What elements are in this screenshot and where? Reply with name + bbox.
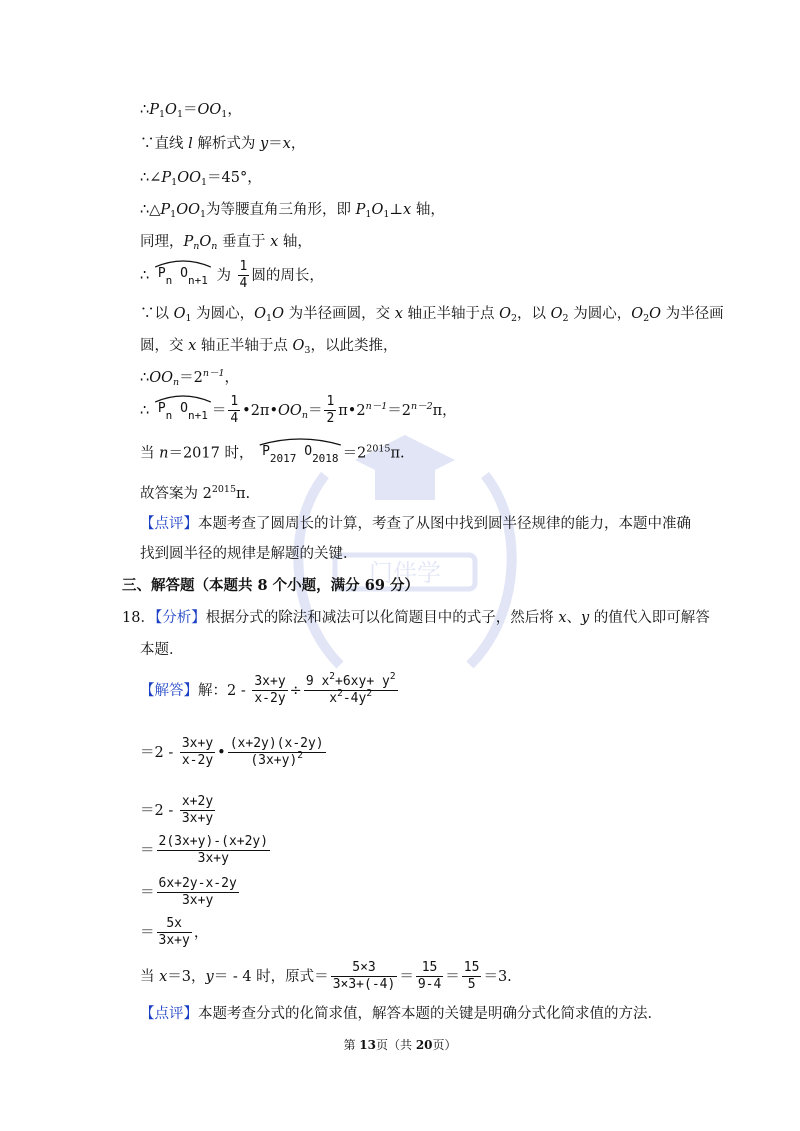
text-line: ∵直线 l 解析式为 y＝x，	[140, 136, 306, 152]
fraction: $\frac{(x+2y)(x-2y)}{(3x+y)^2}$	[229, 736, 324, 769]
tag-dianping: 【点评】	[140, 1006, 198, 1022]
math-line: ＝2 - $\frac{x+2y}{3x+y}$	[140, 794, 214, 827]
math-line: ＝2 - $\frac{3x+y}{x-2y}$ • $\frac{(x+2y)(x-2y)}{(3x+y)^2}$	[140, 736, 324, 769]
text-line: ∴ $P_n$ $O_{n+1}$ ＝ $\frac{1}{4}$ $•2\pi•OO_n=$ $\frac{1}{2}$ $\pi•2^{n-1}=2^{n-2}\pi$，	[140, 394, 457, 427]
tag-fenxi: 【分析】	[154, 610, 206, 626]
text-line: 本题．	[140, 642, 184, 658]
fraction: $\frac{15}{5}$	[463, 960, 480, 993]
current-page-number: 13	[359, 1038, 376, 1052]
fraction: $\frac{3x+y}{x-2y}$	[181, 736, 214, 769]
arc-symbol: $P_n$ $O_{n+1}$	[154, 395, 212, 426]
fraction: $\frac{x+2y}{3x+y}$	[181, 794, 214, 827]
math-line: 当 x＝3，y＝ - 4 时，原式＝ $\frac{5\times 3}{3\times 3+(-4)}$ ＝ $\frac{15}{9-4}$ ＝ $\frac{15}{5}$ ＝3.	[140, 960, 512, 993]
fraction: $\frac{1}{4}$	[239, 259, 248, 292]
fraction: $\frac{1}{4}$	[230, 394, 239, 427]
arc-symbol: $P_n$ $O_{n+1}$	[154, 260, 212, 291]
arc-symbol: $P_{2017}$ $O_{2018}$	[258, 438, 342, 469]
text-line: ∵以 $O_1$ 为圆心，$O_1O$ 为半径画圆，交 x 轴正半轴于点 $O_2$，以 $O_2$ 为圆心，$O_2O$ 为半径画	[140, 306, 724, 324]
fraction: $\frac{2(3x+y)-(x+2y)}{3x+y}$	[158, 834, 269, 867]
total-page-number: 20	[415, 1038, 433, 1052]
text-line: 18．【分析】根据分式的除法和减法可以化简题目中的式子，然后将 x、y 的值代入即可解答	[122, 610, 710, 626]
text-line: 圆，交 x 轴正半轴于点 $O_3$，以此类推，	[140, 338, 398, 356]
text-line: 同理，$P_nO_n$ 垂直于 x 轴，	[140, 234, 312, 252]
text-line: $\therefore\triangle P_1OO_1$为等腰直角三角形，即 $P_1O_1\perp x$ 轴，	[140, 202, 445, 220]
section-heading: 三、解答题（本题共 8 个小题，满分 69 分）	[122, 577, 419, 594]
text-line: 当 n＝2017 时， $P_{2017}$ $O_{2018} =2^{2015}\pi$.	[140, 438, 405, 468]
text-line: 找到圆半径的规律是解题的关键．	[140, 546, 358, 562]
watermark-text: 门伴学	[369, 559, 441, 587]
math-line: ＝ $\frac{2(3x+y)-(x+2y)}{3x+y}$	[140, 834, 269, 867]
math-line: ＝ $\frac{5x}{3x+y}$ ，	[140, 916, 209, 949]
comment-line: 【点评】本题考查了圆周长的计算，考查了从图中找到圆半径规律的能力，本题中准确	[140, 516, 691, 532]
text-line: $\therefore OO_n=2^{n-1}$，	[140, 368, 240, 388]
tag-jieda: 【解答】	[140, 682, 198, 699]
text-line: ∴ $P_n$ $O_{n+1}$ 为 $\frac{1}{4}$ 圆的周长，	[140, 259, 324, 292]
page-footer: 第 13页（共 20页）	[343, 1038, 457, 1052]
text-line: 故答案为 $2^{2015}\pi$.	[140, 484, 251, 502]
fraction: $\frac{5\times 3}{3\times 3+(-4)}$	[332, 960, 396, 993]
fraction: $\frac{15}{9-4}$	[417, 960, 442, 993]
fraction: $\frac{1}{2}$	[326, 394, 335, 427]
text-line: $\therefore\angle P_1OO_1=45^\circ$，	[140, 170, 262, 188]
tag-dianping: 【点评】	[140, 516, 198, 532]
fraction: $\frac{6x+2y-x-2y}{3x+y}$	[158, 876, 237, 909]
comment-line: 【点评】本题考查分式的化简求值，解答本题的关键是明确分式化简求值的方法．	[140, 1006, 662, 1022]
fraction: $\frac{3x+y}{x-2y}$	[254, 674, 286, 707]
fraction: $\frac{9 x^2+6xy+ y^2}{x^2-4y^2}$	[305, 671, 396, 707]
fraction: $\frac{5x}{3x+y}$	[158, 916, 190, 949]
math-line: ＝ $\frac{6x+2y-x-2y}{3x+y}$	[140, 876, 237, 909]
math-line: 【解答】解：2 - $\frac{3x+y}{x-2y}$ ÷ $\frac{9 x^2+6xy+ y^2}{x^2-4y^2}$	[140, 671, 396, 707]
text-line: $\therefore P_1O_1=OO_1$，	[140, 102, 242, 120]
